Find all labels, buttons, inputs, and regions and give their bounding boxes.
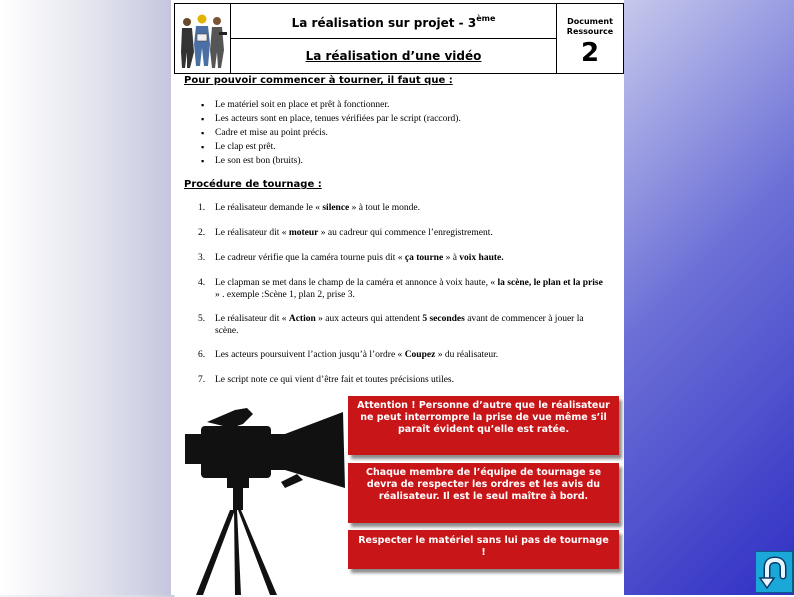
- prereq-heading: Pour pouvoir commencer à tourner, il faut que :: [184, 75, 453, 86]
- step-6: [198, 349, 608, 361]
- document-label-line2: Ressource: [566, 27, 614, 36]
- document-label: [557, 17, 623, 37]
- step-text: Le script note ce qui vient d’être fait et toutes précisions utiles.: [215, 375, 455, 385]
- step-2: [198, 227, 608, 239]
- team-callout: Chaque membre de l’équipe de tournage se devra de respecter les ordres et les avis du réalisateur. Il est le seul maître à bord.: [348, 463, 619, 523]
- return-button[interactable]: [755, 551, 793, 593]
- step-number: 6.: [198, 350, 206, 360]
- list-item: ▪ Le son est bon (bruits).: [201, 154, 601, 168]
- step-4: [198, 277, 608, 301]
- logo-cell: [175, 4, 231, 73]
- step-keyword: 5 secondes: [422, 314, 465, 324]
- procedure-heading: Procédure de tournage :: [184, 179, 322, 190]
- title-cell: [231, 4, 557, 73]
- list-item: ▪ Les acteurs sont en place, tenues vérifiées par le script (raccord).: [201, 112, 601, 126]
- step-keyword: ça tourne: [404, 253, 444, 263]
- u-turn-arrow-icon: [756, 552, 792, 592]
- document-number: 2: [580, 38, 600, 68]
- warning-callout: Attention ! Personne d’autre que le réalisateur ne peut interrompre la prise de vue même s’il paraît évident qu’elle est ratée.: [348, 396, 619, 455]
- step-text: Le clapman se met dans le champ de la caméra et annonce à voix haute, «: [215, 278, 498, 288]
- subtitle: La réalisation d’une vidéo: [305, 49, 482, 63]
- step-text: » du réalisateur.: [435, 350, 499, 360]
- step-1: [198, 202, 608, 214]
- step-keyword: Coupez: [404, 350, 436, 360]
- step-text: Le réalisateur dit «: [215, 314, 289, 324]
- main-title: [231, 4, 556, 39]
- step-7: [198, 374, 608, 386]
- step-text: Le cadreur vérifie que la caméra tourne puis dit «: [215, 253, 405, 263]
- step-keyword: silence: [322, 203, 350, 213]
- document-number-cell: [557, 4, 623, 73]
- main-title-sup: ème: [476, 14, 496, 23]
- film-crew-logo-icon: [175, 4, 230, 73]
- step-number: 5.: [198, 314, 206, 324]
- step-text: Les acteurs poursuivent l’action jusqu’à l’ordre «: [215, 350, 405, 360]
- step-text: Le réalisateur demande le «: [215, 203, 323, 213]
- equipment-callout: Respecter le matériel sans lui pas de tournage !: [348, 530, 619, 569]
- step-text: Le réalisateur dit «: [215, 228, 289, 238]
- list-item: ▪ Le matériel soit en place et prêt à fonctionner.: [201, 98, 601, 112]
- step-5: [198, 313, 608, 337]
- step-text: » aux acteurs qui attendent: [315, 314, 423, 324]
- main-title-text: La réalisation sur projet - 3: [291, 16, 477, 30]
- step-number: 2.: [198, 228, 206, 238]
- document-page: [171, 0, 624, 595]
- procedure-steps: [198, 202, 608, 386]
- step-number: 4.: [198, 278, 206, 288]
- document-label-line1: Document: [567, 17, 613, 26]
- step-number: 1.: [198, 203, 206, 213]
- list-item: ▪ Cadre et mise au point précis.: [201, 126, 601, 140]
- list-item: ▪ Le clap est prêt.: [201, 140, 601, 154]
- film-camera-icon: [185, 404, 355, 595]
- step-keyword: Action: [288, 314, 316, 324]
- step-keyword: moteur: [288, 228, 319, 238]
- step-number: 7.: [198, 375, 206, 385]
- right-background: [624, 0, 794, 595]
- step-text: avant de commencer à jouer la scène.: [215, 314, 584, 336]
- prereq-list: [201, 98, 601, 168]
- step-keyword: voix haute.: [459, 253, 504, 263]
- step-text: » . exemple :Scène 1, plan 2, prise 3.: [215, 290, 355, 300]
- left-background: [0, 0, 171, 595]
- step-3: [198, 252, 608, 264]
- step-text: » à tout le monde.: [349, 203, 420, 213]
- step-number: 3.: [198, 253, 206, 263]
- document-header: [174, 3, 624, 74]
- step-text: » à: [443, 253, 460, 263]
- step-keyword: la scène, le plan et la prise: [497, 278, 603, 288]
- step-text: » au cadreur qui commence l’enregistrement.: [318, 228, 493, 238]
